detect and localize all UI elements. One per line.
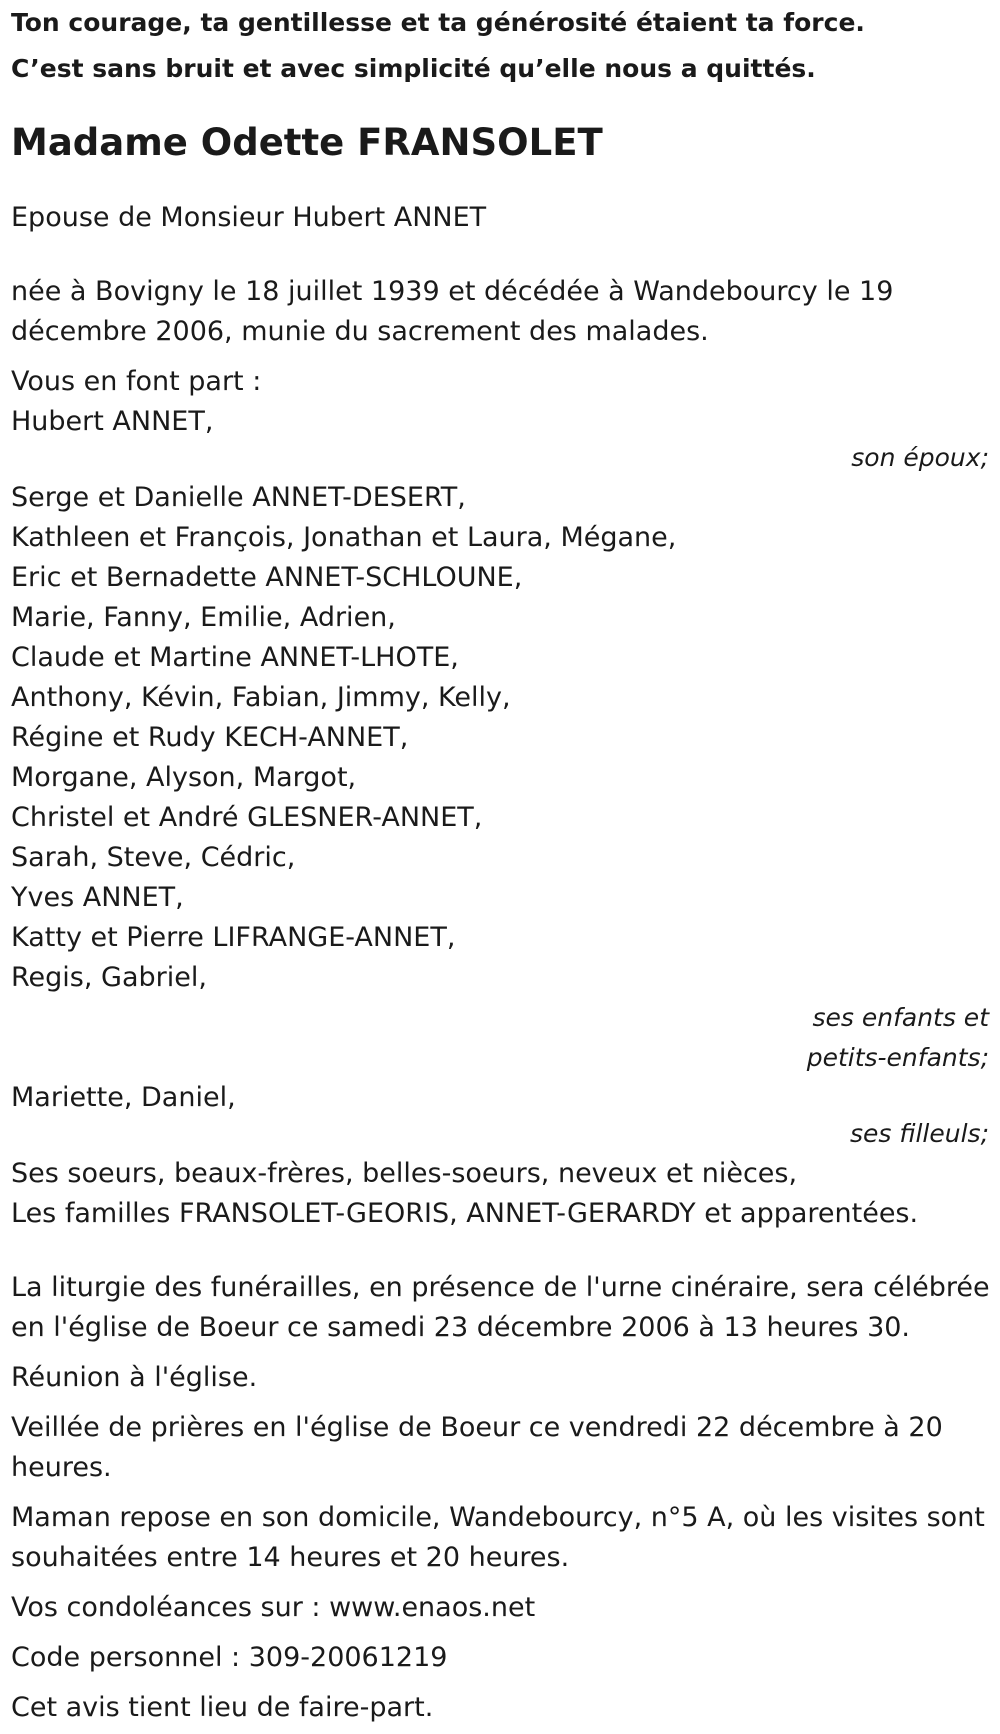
list-item: Yves ANNET, <box>11 882 184 913</box>
godchildren-names: Mariette, Daniel, <box>11 1082 236 1113</box>
list-item: Anthony, Kévin, Fabian, Jimmy, Kelly, <box>11 682 511 713</box>
vigil-line-1: Veillée de prières en l'église de Boeur ce vendredi 22 décembre à 20 <box>11 1412 943 1443</box>
birth-death-line-1: née à Bovigny le 18 juillet 1939 et décédée à Wandebourcy le 19 <box>11 276 894 307</box>
list-item: Morgane, Alyson, Margot, <box>11 762 357 793</box>
list-item: Serge et Danielle ANNET-DESERT, <box>11 482 466 513</box>
rest-line-1: Maman repose en son domicile, Wandebourcy, n°5 A, où les visites sont <box>11 1502 985 1533</box>
list-item: Régine et Rudy KECH-ANNET, <box>11 722 409 753</box>
list-item: Marie, Fanny, Emilie, Adrien, <box>11 602 396 633</box>
list-item: Christel et André GLESNER-ANNET, <box>11 802 483 833</box>
children-list <box>11 478 1000 998</box>
deceased-name: Madame Odette FRANSOLET <box>11 121 603 164</box>
family-line-2: Les familles FRANSOLET-GEORIS, ANNET-GERARDY et apparentées. <box>11 1198 919 1229</box>
vigil-line-2: heures. <box>11 1452 112 1483</box>
liturgy-line-2: en l'église de Boeur ce samedi 23 décembre 2006 à 13 heures 30. <box>11 1312 911 1343</box>
liturgy-line-1: La liturgie des funérailles, en présence de l'urne cinéraire, sera célébrée <box>11 1272 990 1303</box>
husband-name: Hubert ANNET, <box>11 406 214 437</box>
spouse-line: Epouse de Monsieur Hubert ANNET <box>11 202 487 233</box>
quote-line-1: Ton courage, ta gentillesse et ta générosité étaient ta force. <box>11 8 865 37</box>
list-item: Sarah, Steve, Cédric, <box>11 842 296 873</box>
list-item: Katty et Pierre LIFRANGE-ANNET, <box>11 922 456 953</box>
rest-line-2: souhaitées entre 14 heures et 20 heures. <box>11 1542 570 1573</box>
list-item: Eric et Bernadette ANNET-SCHLOUNE, <box>11 562 523 593</box>
godchildren-role: ses filleuls; <box>849 1119 989 1148</box>
children-role-line-2: petits-enfants; <box>806 1043 989 1072</box>
husband-role: son époux; <box>851 443 989 472</box>
condolences-line: Vos condoléances sur : www.enaos.net <box>11 1592 536 1623</box>
list-item: Claude et Martine ANNET-LHOTE, <box>11 642 459 673</box>
list-item: Kathleen et François, Jonathan et Laura, Mégane, <box>11 522 677 553</box>
intro-line: Vous en font part : <box>11 366 262 397</box>
meeting-line: Réunion à l'église. <box>11 1362 258 1393</box>
quote-line-2: C’est sans bruit et avec simplicité qu’elle nous a quittés. <box>11 54 816 83</box>
family-line-1: Ses soeurs, beaux-frères, belles-soeurs, neveux et nièces, <box>11 1158 798 1189</box>
birth-death-line-2: décembre 2006, munie du sacrement des malades. <box>11 316 709 347</box>
personal-code: Code personnel : 309-20061219 <box>11 1642 448 1673</box>
closing-line: Cet avis tient lieu de faire-part. <box>11 1692 434 1723</box>
children-role-line-1: ses enfants et <box>812 1003 989 1032</box>
list-item: Regis, Gabriel, <box>11 962 207 993</box>
